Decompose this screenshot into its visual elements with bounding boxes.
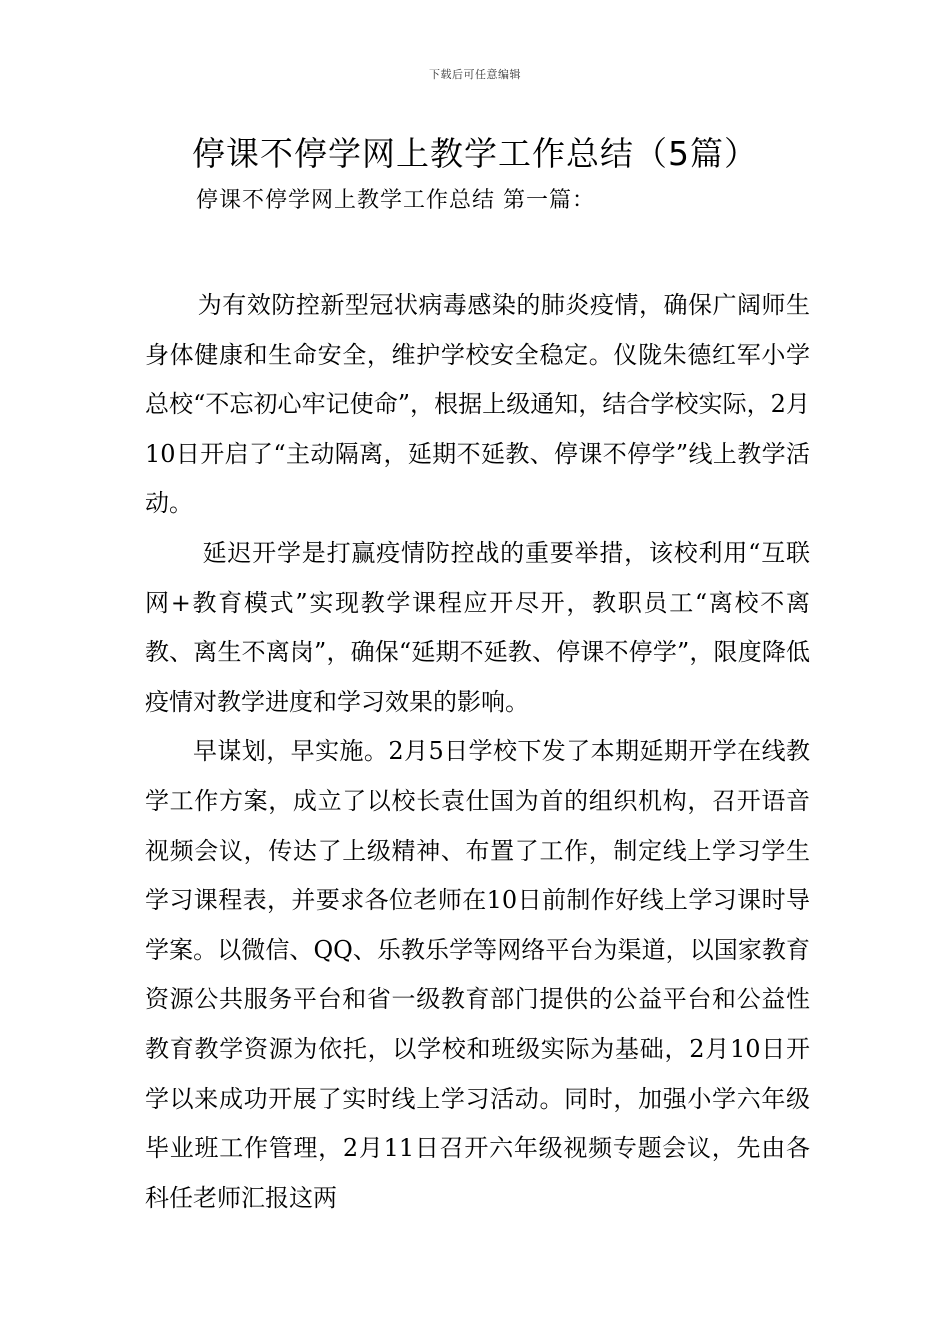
paragraph: 早谋划，早实施。2月5日学校下发了本期延期开学在线教学工作方案，成立了以校长袁仕国为首的组织机构，召开语音视频会议，传达了上级精神、布置了工作，制定线上学习学生学习课程表，并要求各位老师在10日前制作好线上学习课时导学案。以微信、QQ、乐教乐学等网络平台为渠道，以国家教育资源公共服务平台和省一级教育部门提供的公益平台和公益性教育教学资源为依托，以学校和班级实际为基础，2月10日开学以来成功开展了实时线上学习活动。同时，加强小学六年级毕业班工作管理，2月11日召开六年级视频专题会议，先由各科任老师汇报这两: [145, 737, 810, 1212]
document-title: 停课不停学网上教学工作总结（5篇）: [192, 134, 758, 173]
paragraph: 延迟开学是打赢疫情防控战的重要举措，该校利用“互联网+教育模式”实现教学课程应开尽开，教职员工“离校不离教、离生不离岗”，确保“延期不延教、停课不停学”，限度降低疫情对教学进度和学习效果的影响。: [145, 538, 810, 716]
document-body: [145, 281, 810, 1223]
paragraph: 为有效防控新型冠状病毒感染的肺炎疫情，确保广阔师生身体健康和生命安全，维护学校安全稳定。仪陇朱德红军小学总校“不忘初心牢记使命”，根据上级通知，结合学校实际，2月10日开启了“主动隔离，延期不延教、停课不停学”线上教学活动。: [145, 291, 810, 518]
section-subtitle: 停课不停学网上教学工作总结 第一篇：: [196, 188, 595, 213]
header-note: 下载后可任意编辑: [429, 68, 521, 81]
